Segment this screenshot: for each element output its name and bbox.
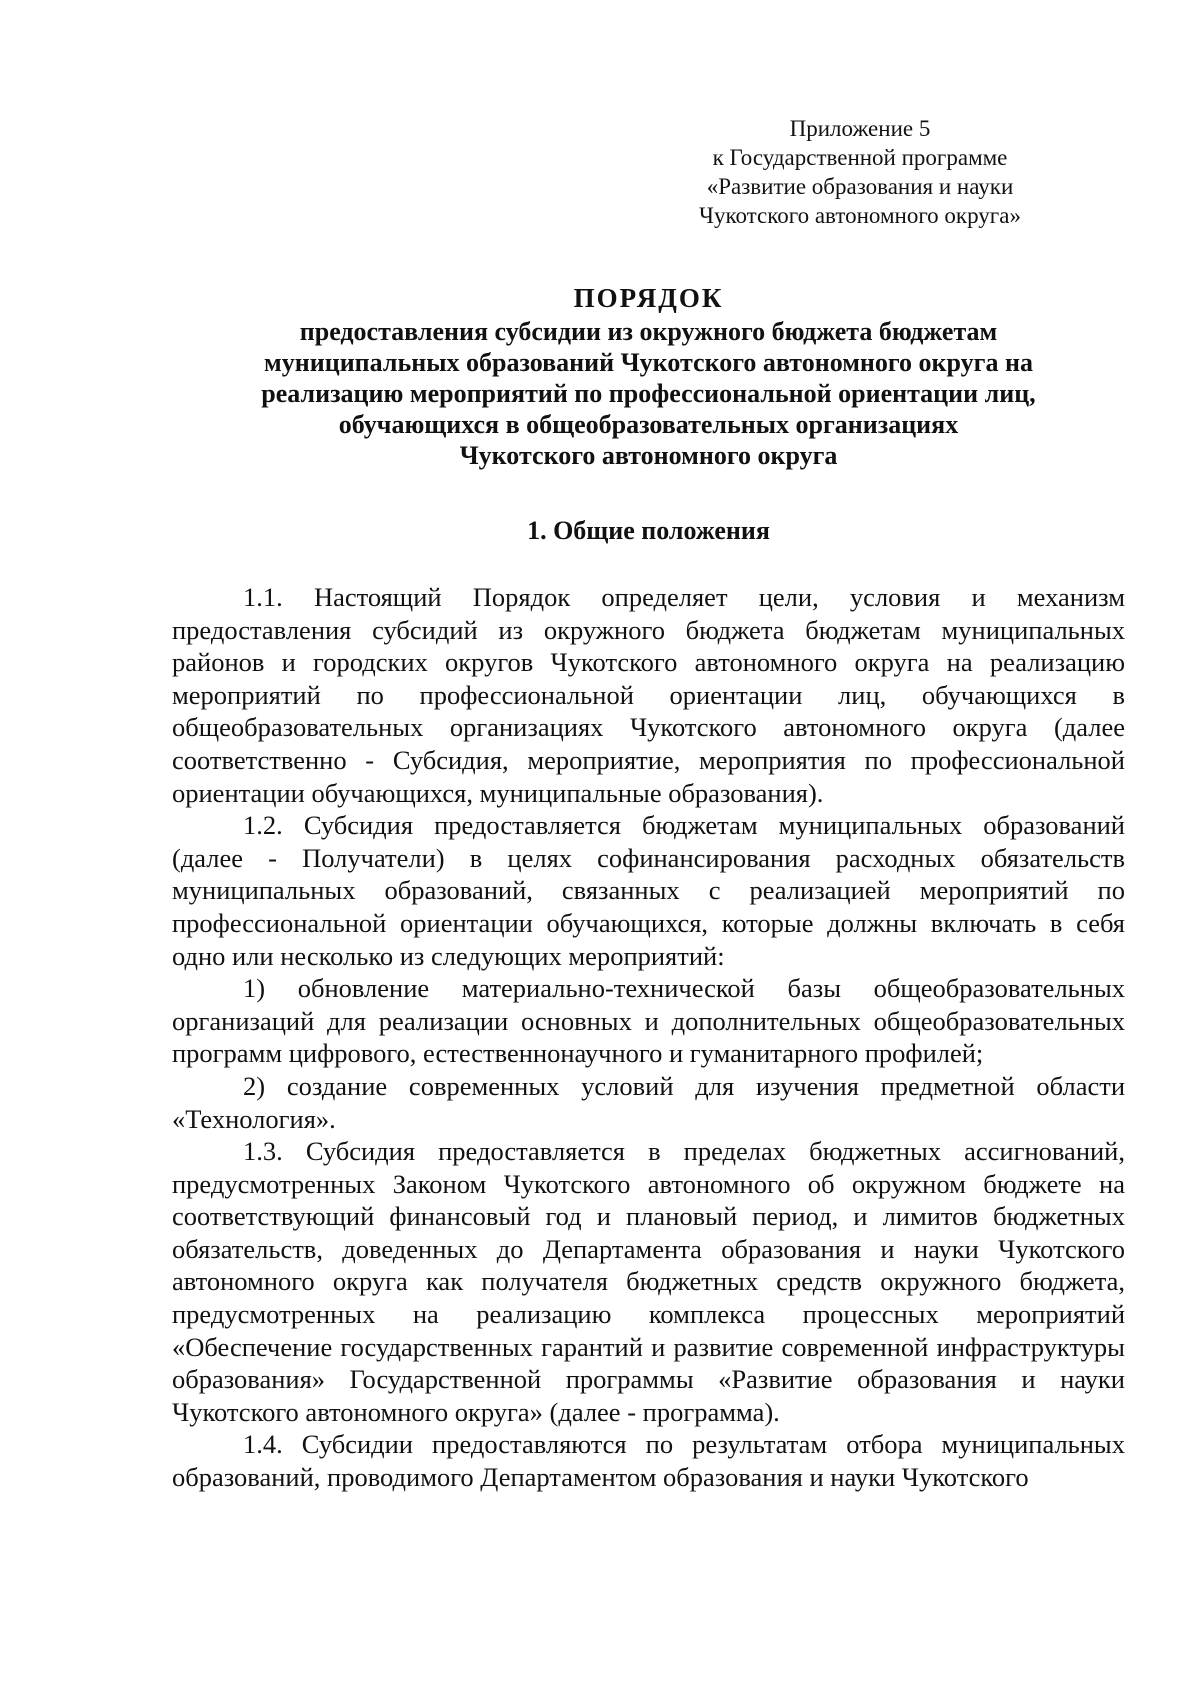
list-item-1: 1) обновление материально-технической базы общеобразовательных организаций для реализации основных и дополнительных общеобразовательных программ цифрового, естественнонаучного и гуманитарного профилей; [172,973,1125,1069]
document-title: ПОРЯДОК [573,283,724,313]
subtitle-line: Чукотского автономного округа [459,441,838,470]
subtitle-line: предоставления субсидии из окружного бюджета бюджетам [299,317,998,346]
section-heading: 1. Общие положения [527,516,770,545]
subtitle-line: муниципальных образований Чукотского автономного округа на [264,348,1033,377]
section-body [172,581,1125,1494]
paragraph-1-2: 1.2. Субсидия предоставляется бюджетам муниципальных образований (далее - Получатели) в целях софинансирования расходных обязательств муниципальных образований, связанных с реализацией мероприятий по профессиональной ориентации обучающихся, которые должны включать в себя одно или несколько из следующих мероприятий: [172,810,1125,971]
appendix-line: «Развитие образования и науки [706,174,1014,199]
paragraph-1-3: 1.3. Субсидия предоставляется в пределах бюджетных ассигнований, предусмотренных Законом Чукотского автономного об окружном бюджете на соответствующий финансовый год и плановый период, и лимитов бюджетных обязательств, доведенных до Департамента образования и науки Чукотского автономного округа как получателя бюджетных средств окружного бюджета, предусмотренных на реализацию комплекса процессных мероприятий «Обеспечение государственных гарантий и развитие современной инфраструктуры образования» Государственной программы «Развитие образования и науки Чукотского автономного округа» (далее - программа). [172,1136,1125,1427]
document-title-block [172,282,1125,471]
appendix-line: к Государственной программе [712,145,1008,170]
appendix-line: Приложение 5 [789,116,931,141]
paragraph-1-4: 1.4. Субсидии предоставляются по результатам отбора муниципальных образований, проводимого Департаментом образования и науки Чукотского [172,1429,1125,1493]
paragraph-1-1: 1.1. Настоящий Порядок определяет цели, условия и механизм предоставления субсидий из окружного бюджета бюджетам муниципальных районов и городских округов Чукотского автономного округа на реализацию мероприятий по профессиональной ориентации лиц, обучающихся в общеобразовательных организациях Чукотского автономного округа (далее соответственно - Субсидия, мероприятие, мероприятия по профессиональной ориентации обучающихся, муниципальные образования). [172,582,1125,808]
subtitle-line: обучающихся в общеобразовательных организациях [338,410,959,439]
subtitle-line: реализацию мероприятий по профессиональной ориентации лиц, [261,379,1036,408]
appendix-line: Чукотского автономного округа» [699,203,1021,228]
appendix-header [660,114,1060,230]
list-item-2: 2) создание современных условий для изучения предметной области «Технология». [172,1070,1125,1134]
